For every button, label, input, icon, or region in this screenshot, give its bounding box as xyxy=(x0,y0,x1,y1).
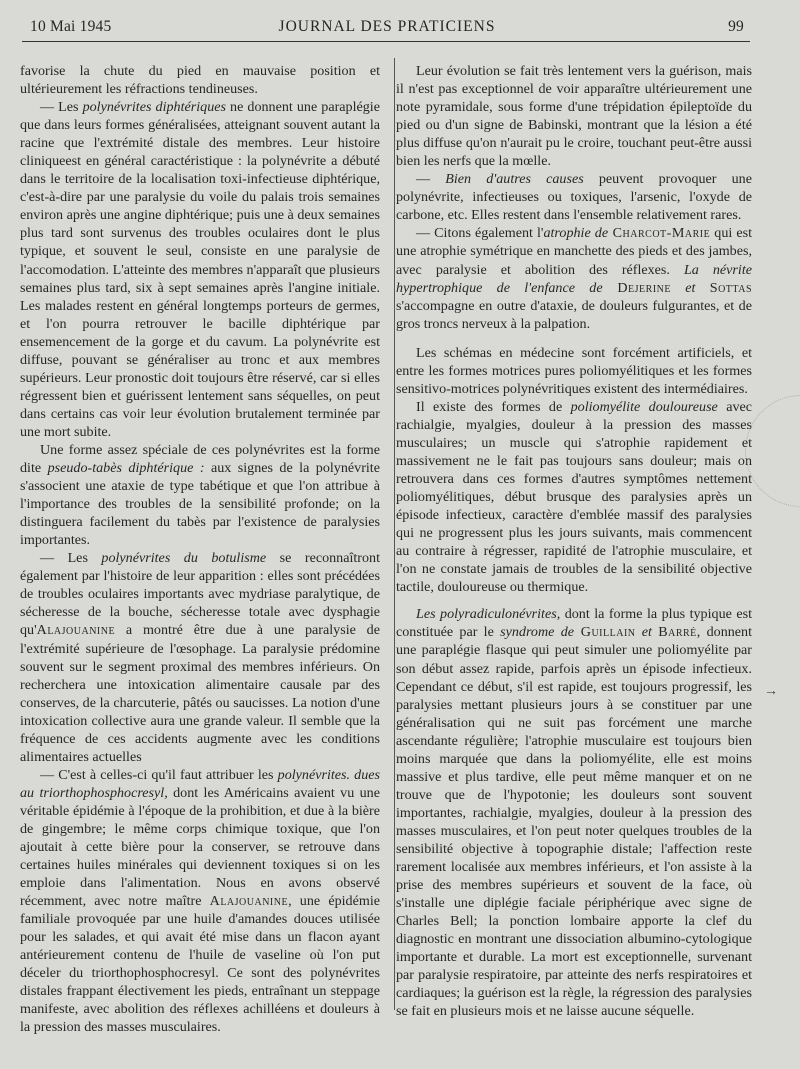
library-stamp-mark xyxy=(745,395,800,507)
paragraph: Leur évolution se fait très lentement vers la guérison, mais il n'est pas exceptionnel de voir apparaître ultérieurement une note pyramidale, sous forme d'une trépidation épileptoïde du pied ou d'un signe de Babinski, montrant que la lésion a été plus diffuse qu'on n'aurait pu le croire, touchant peut-être aussi bien les nerfs que la mœlle. xyxy=(396,63,752,170)
paragraph: Les polyradiculonévrites, dont la forme la plus typique est constituée par le syndrome de Guillain et Barré, donnent une paraplégie flasque qui peut simuler une poliomyélite par son début assez rapide, parfois après un épisode infectieux. Cependant ce début, s'il est rapide, est toujours progressif, les paralysies mettant plusieurs jours à se constituer par une généralisation qui ne suit pas forcément une marche ascendante régulière; l'atrophie musculaire est toujours bien moins marquée que dans la poliomyélite, elle est moins massive et plus tardive, elle peut même manquer et on ne trouve que de l'hypotonie; les douleurs sont souvent importantes, rachialgie, myalgies, douleur à la pression des masses musculaires, et l'on peut noter quelques troubles de la sensibilité objective à topographie distale; l'affection reste rarement localisée aux membres inférieurs, et l'on assiste à la prise des membres supérieurs et souvent de la face, où s'installe une diplégie faciale périphérique avec signe de Charles Bell; la ponction lombaire apporte la clef du diagnostic en montrant une dissociation albumino-cytologique importante et durable. La mort est exceptionnelle, survenant par paralysie respiratoire, par atteinte des nerfs respiratoires et cardiaques; la guérison est la règle, la régression des paralysies se fait en plusieurs mois et ne laisse aucune séquelle. xyxy=(396,606,753,1020)
paragraph: Une forme assez spéciale de ces polynévrites est la forme dite pseudo-tabès diphtérique : aux signes de la polynévrite s'associent une ataxie de type tabétique et que l'on attribue à l'importance des troubles de la sensibilité profonde; on la distinguera facilement du tabès par l'existence de paralysies importantes. xyxy=(20,441,380,549)
journal-title: JOURNAL DES PRATICIENS xyxy=(278,18,496,35)
paragraph: — C'est à celles-ci qu'il faut attribuer les polynévrites. dues au triorthophosphocresyl, dont les Américains avaient vu une véritable épidémie à l'époque de la prohibition, et due à la bière de gingembre; le même corps chimique toxique, que l'on ajoutait à cette bière pour la conserver, se retrouve dans certaines huiles minérales qui deviennent toxiques si on les emploie dans l'alimentation. Nous en avons observé récemment, avec notre maître Alajouanine, une épidémie familiale provoquée par une huile d'amandes douces utilisée pour les salades, et qui avait été mise dans un flacon ayant antérieurement contenu de l'huile de vaseline où l'on put déceler du triorthophosphocresyl. Ce sont des polynévrites distales frappant électivement les pieds, entraînant un steppage manifeste, avec abolition des réflexes achilléens et douleurs à la pression des masses musculaires. xyxy=(20,766,380,1036)
paragraph: — Les polynévrites diphtériques ne donnent une paraplégie que dans leurs formes généralisées, atteignant souvent autant la racine que l'extrémité distale des membres. Leur histoire cliniqueest en général caractéristique : la polynévrite a débuté dans le territoire de la localisation toxi-infectieuse diphtérique, c'est-à-dire par une paralysie du voile du palais trois semaines environ après une angine diphtérique; puis une à deux semaines plus tard sont survenus des troubles oculaires dont le plus typique, et souvent le seul, consiste en une paralysie de l'accomodation. L'atteinte des membres n'apparaît que plusieurs semaines plus tard, six à sept semaines après l'angine initiale. Les malades restent en général longtemps porteurs de germes, et l'on pourra retrouver le bacille diphtérique par ensemencement de la gorge et du cavum. La polynévrite est diffuse, pouvant se généraliser au tronc et aux membres supérieurs. Leur pronostic doit toujours être réservé, car si elles régressent bien et guérissent lentement sans séquelles, on peut dans certains cas voir leur évolution brutalement terminée par une mort subite. xyxy=(20,99,380,440)
left-column xyxy=(20,62,380,1037)
running-header xyxy=(30,14,744,40)
paragraph: — Bien d'autres causes peuvent provoquer une polynévrite, infectieuses ou toxiques, l'arsenic, l'oxyde de carbone, etc. Elles restent dans l'ensemble relativement rares. xyxy=(396,171,752,224)
paragraph: favorise la chute du pied en mauvaise position et ultérieurement les réfractions tendineuses. xyxy=(20,63,380,98)
right-column xyxy=(396,62,752,1020)
column-divider xyxy=(394,58,395,1010)
paragraph: — Citons également l'atrophie de Charcot-Marie qui est une atrophie symétrique en manchette des pieds et des jambes, avec paralysie et abolition des réflexes. La névrite hypertrophique de l'enfance de Dejerine et Sottas s'accompagne en outre d'ataxie, de douleurs fulgurantes, et de gros troncs nerveux à la palpation. xyxy=(396,225,753,332)
paragraph: Les schémas en médecine sont forcément artificiels, et entre les formes motrices pures poliomyélitiques et les formes sensitivo-motrices polynévritiques existent des intermédiaires. xyxy=(396,344,752,397)
paragraph: — Les polynévrites du botulisme se reconnaîtront également par l'histoire de leur apparition : elles sont précédées de troubles oculaires importants avec mydriase paralytique, de sécheresse de la bouche, sécheresse totale avec dysphagie qu'Alajouanine a montré être due à une paralysie de l'extrémité supérieure de l'œsophage. La paralysie prédomine souvent sur le segment proximal des membres inférieurs. On recherchera une intoxication alimentaire causale par des conserves, de la charcuterie, pâtés ou saucisses. La notion d'une intoxication collective aura une grande valeur. Il semble que la fréquence de ces accidents augmente avec les conditions alimentaires actuelles xyxy=(20,550,381,765)
margin-mark: → xyxy=(764,684,778,699)
paragraph: Il existe des formes de poliomyélite douloureuse avec rachialgie, myalgies, douleur à la pression des masses musculaires; un muscle qui s'atrophie rapidement et massivement ne le fait pas toujours sans douleur; mais on retrouvera dans ces formes d'autres symptômes nettement poliomyélitiques, début brusque des paralysies après un épisode infectieux, caractère d'emblée massif des paralysies qui ne progressent plus les jours suivants, mais commencent au contraire à régresser, rapidité de l'atrophie musculaire, et l'on ne constate jamais de troubles de la sensibilité objective tactile, douloureuse ou thermique. xyxy=(396,398,753,596)
page-number: 99 xyxy=(728,18,744,35)
issue-date: 10 Mai 1945 xyxy=(30,18,112,35)
header-rule xyxy=(22,41,750,42)
